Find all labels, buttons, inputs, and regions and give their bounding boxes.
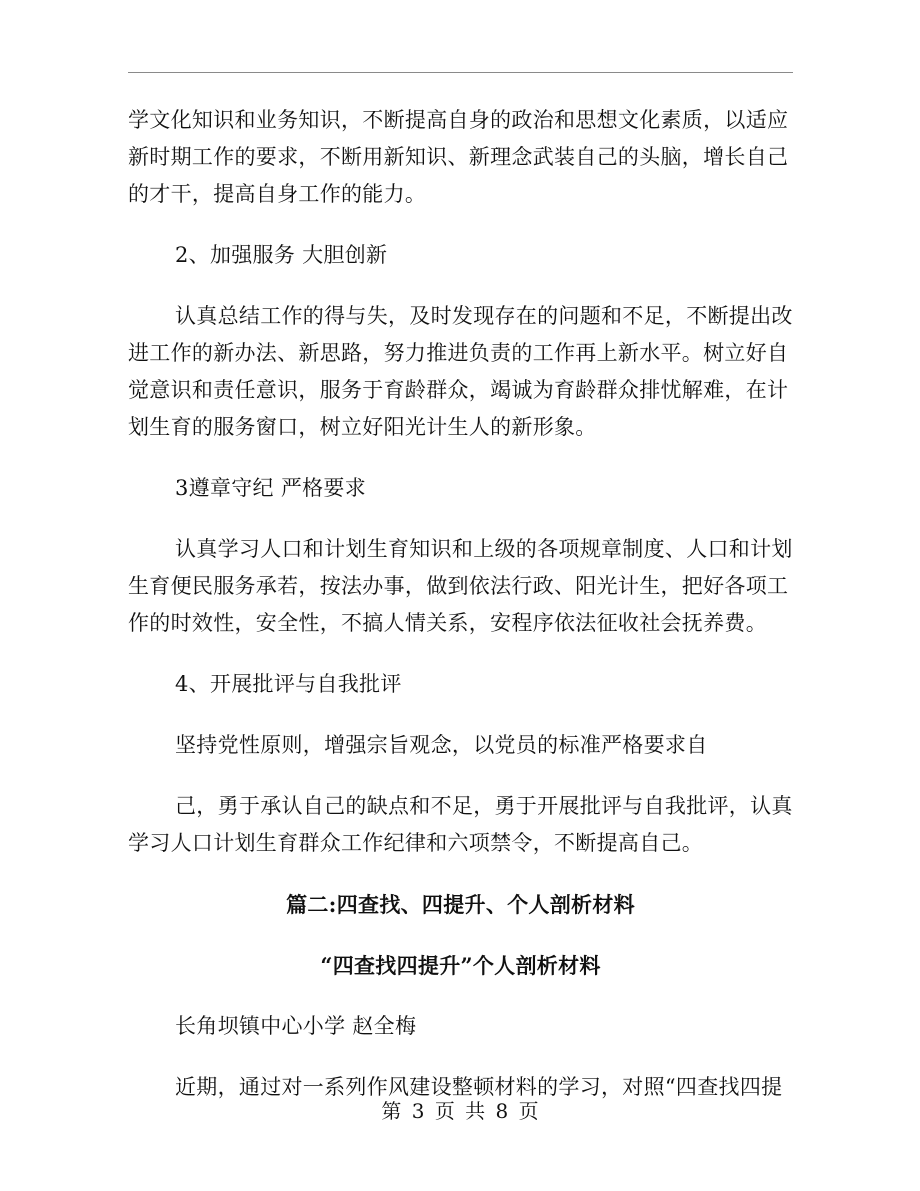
page-number: 第 3 页 共 8 页 — [381, 1099, 539, 1123]
heading-criticism: 4、开展批评与自我批评 — [175, 672, 402, 696]
header-rule — [128, 72, 793, 73]
heading-discipline: 3遵章守纪 严格要求 — [175, 476, 367, 500]
document-body — [128, 102, 793, 1106]
document-title: “四查找四提升”个人剖析材料 — [320, 953, 601, 978]
author-line: 长角坝镇中心小学 赵全梅 — [175, 1014, 417, 1038]
heading-service-innovation: 2、加强服务 大胆创新 — [175, 243, 388, 267]
paragraph-service: 认真总结工作的得与失，及时发现存在的问题和不足，不断提出改进工作的新办法、新思路，努力推进负责的工作再上新水平。树立好自觉意识和责任意识，服务于育龄群众，竭诚为育龄群众排忧解难，在计划生育的服务窗口，树立好阳光计生人的新形象。 — [128, 304, 793, 439]
paragraph-intro: 近期，通过对一系列作风建设整顿材料的学习，对照“四查找四提 — [175, 1075, 783, 1099]
paragraph-discipline: 认真学习人口和计划生育知识和上级的各项规章制度、人口和计划生育便民服务承若，按法办事，做到依法行政、阳光计生，把好各项工作的时效性，安全性，不搞人情关系，安程序依法征收社会抚养费。 — [128, 537, 793, 635]
section-title: 篇二:四查找、四提升、个人剖析材料 — [286, 892, 635, 917]
paragraph-criticism-cont: 己，勇于承认自己的缺点和不足，勇于开展批评与自我批评，认真学习人口计划生育群众工作纪律和六项禁令，不断提高自己。 — [128, 794, 793, 855]
paragraph-study: 学文化知识和业务知识，不断提高自身的政治和思想文化素质，以适应新时期工作的要求，不断用新知识、新理念武装自己的头脑，增长自己的才干，提高自身工作的能力。 — [128, 108, 789, 206]
paragraph-criticism-start: 坚持党性原则，增强宗旨观念，以党员的标准严格要求自 — [175, 733, 708, 757]
